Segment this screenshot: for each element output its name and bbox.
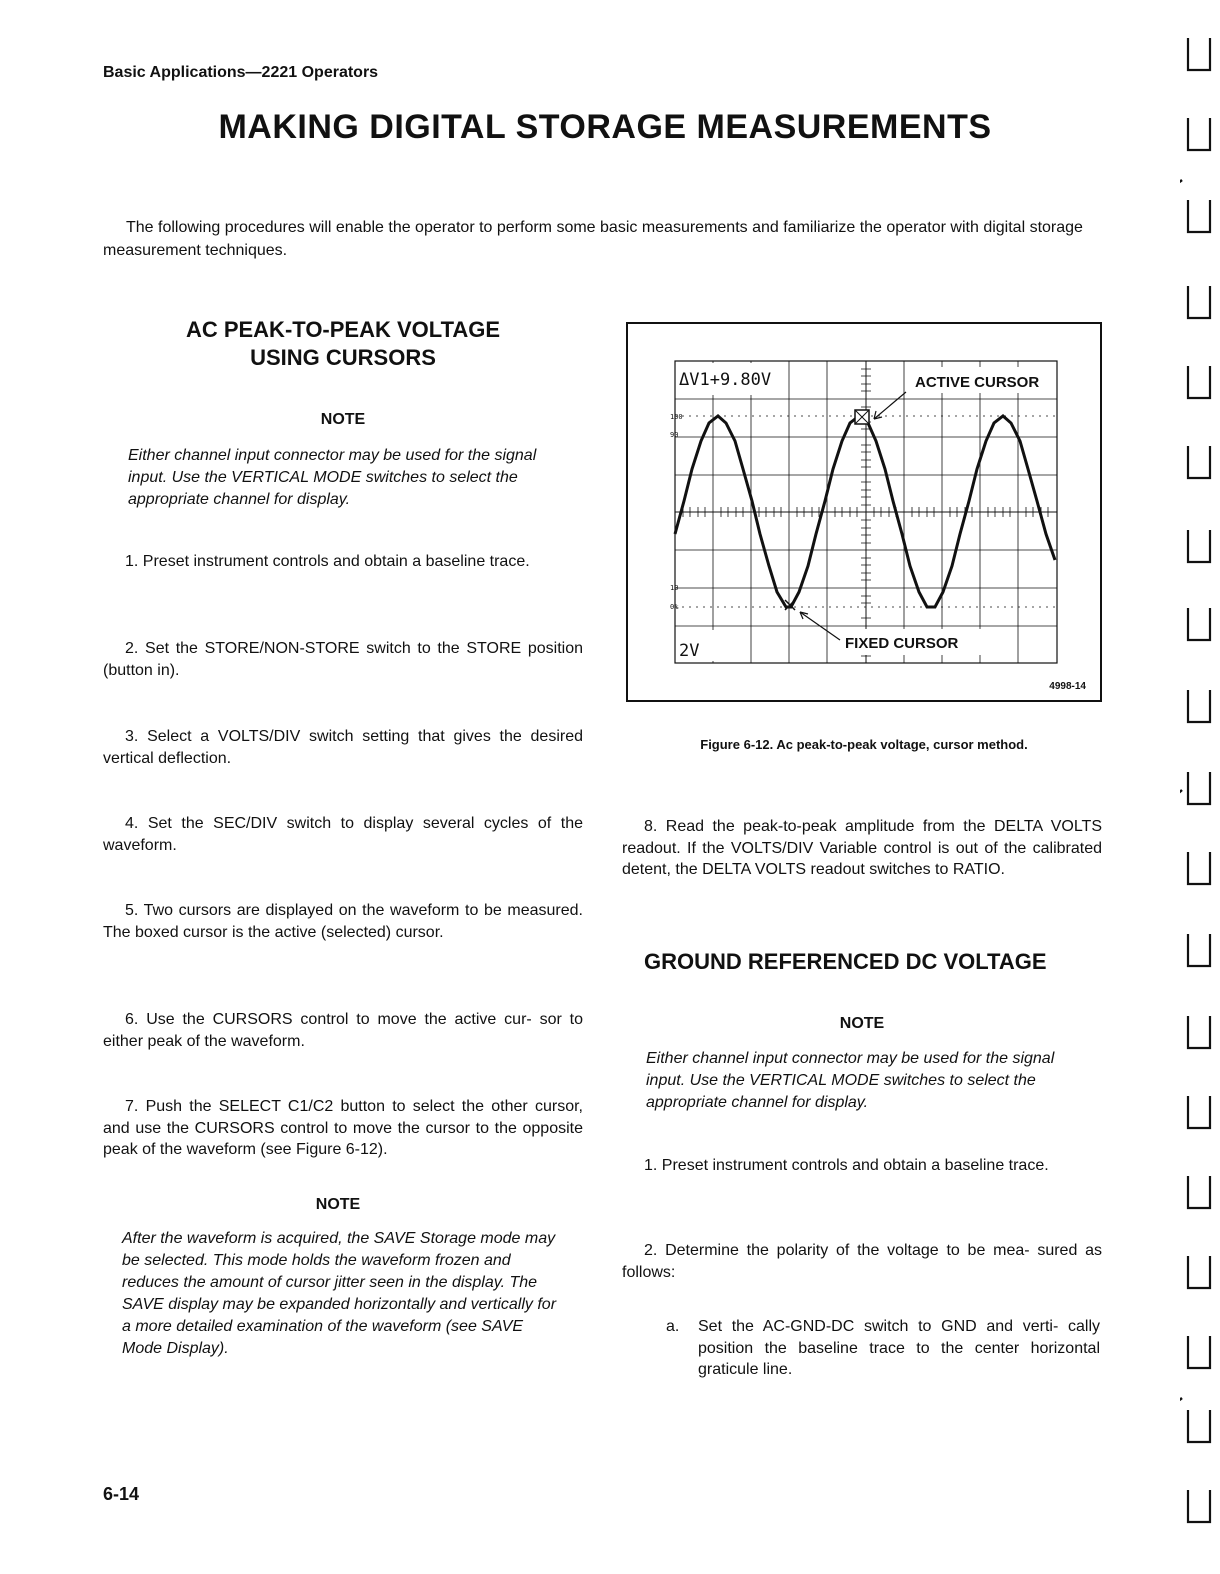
ac-step-2: 2. Set the STORE/NON-STORE switch to the STORE position (button in).: [103, 640, 583, 679]
dc-step-1: 1. Preset instrument controls and obtain a baseline trace.: [644, 1157, 1049, 1174]
ac-step-3: 3. Select a VOLTS/DIV switch setting that gives the desired vertical deflection.: [103, 728, 583, 767]
intro-paragraph: The following procedures will enable the operator to perform some basic measurements and familiarize the operator with digital storage measurement techniques.: [103, 219, 1083, 259]
ac-step-1: 1. Preset instrument controls and obtain a baseline trace.: [125, 553, 530, 570]
delta-volts-readout: ΔV1+9.80V: [679, 370, 772, 390]
sub-item-text: Set the AC-GND-DC switch to GND and verti- cally position the baseline trace to the center horizontal graticule line.: [698, 1318, 1100, 1378]
label-100: 100: [670, 413, 683, 421]
dc-step-2: 2. Determine the polarity of the voltage to be mea- sured as follows:: [622, 1242, 1102, 1281]
binder-marks: [1180, 0, 1220, 1574]
dc-note-label: NOTE: [839, 1015, 885, 1032]
ac-note-label: NOTE: [320, 411, 366, 428]
scope-display: [628, 324, 1100, 700]
ac-section-heading: [103, 316, 583, 372]
active-cursor-label: ACTIVE CURSOR: [915, 374, 1040, 391]
fixed-cursor-label: FIXED CURSOR: [845, 635, 959, 652]
dc-note-text: Either channel input connector may be used for the signal input. Use the VERTICAL MODE switches to select the appropriate channel for display.: [646, 1050, 1055, 1111]
label-0: 0%: [670, 603, 679, 611]
ac-step-4: 4. Set the SEC/DIV switch to display several cycles of the waveform.: [103, 815, 583, 854]
ac-step-8: 8. Read the peak-to-peak amplitude from the DELTA VOLTS readout. If the VOLTS/DIV Variable control is out of the calibrated detent, the DELTA VOLTS readout switches to RATIO.: [622, 818, 1102, 878]
label-90: 90: [670, 431, 679, 439]
figure-caption: Figure 6-12. Ac peak-to-peak voltage, cursor method.: [700, 737, 1028, 752]
volts-div-readout: 2V: [679, 641, 700, 661]
figure-frame: [626, 322, 1102, 702]
label-10: 10: [670, 584, 679, 592]
ac-heading-line2: USING CURSORS: [250, 345, 436, 370]
binder-hole-arcs: [1180, 170, 1182, 1406]
ac-step-7: 7. Push the SELECT C1/C2 button to select the other cursor, and use the CURSORS control to move the cursor to the opposite peak of the waveform (see Figure 6-12).: [103, 1098, 583, 1158]
page-title: MAKING DIGITAL STORAGE MEASUREMENTS: [218, 108, 992, 146]
dc-section-heading: GROUND REFERENCED DC VOLTAGE: [644, 949, 1047, 974]
ac-step-5: 5. Two cursors are displayed on the waveform to be measured. The boxed cursor is the active (selected) cursor.: [103, 902, 583, 941]
ac-step-6: 6. Use the CURSORS control to move the active cur- sor to either peak of the waveform.: [103, 1011, 583, 1050]
ac-heading-line1: AC PEAK-TO-PEAK VOLTAGE: [185, 317, 501, 342]
page-number: 6-14: [103, 1484, 140, 1504]
sub-item-marker: a.: [666, 1318, 680, 1335]
save-note-label: NOTE: [315, 1196, 361, 1213]
binder-bracket-marks: [1188, 38, 1210, 1522]
active-cursor-arrow: [874, 392, 906, 419]
save-note-text: After the waveform is acquired, the SAVE Storage mode may be selected. This mode holds the waveform frozen and reduces the amount of cursor jitter seen in the display. The SAVE display may be expanded horizontally and vertically for a more detailed examination of the waveform (see SAVE Mode Display).: [122, 1230, 557, 1357]
ac-note-text: Either channel input connector may be used for the signal input. Use the VERTICAL MODE switches to select the appropriate channel for display.: [128, 447, 537, 508]
figure-id: 4998-14: [1049, 681, 1086, 692]
running-header: Basic Applications—2221 Operators: [103, 64, 379, 81]
